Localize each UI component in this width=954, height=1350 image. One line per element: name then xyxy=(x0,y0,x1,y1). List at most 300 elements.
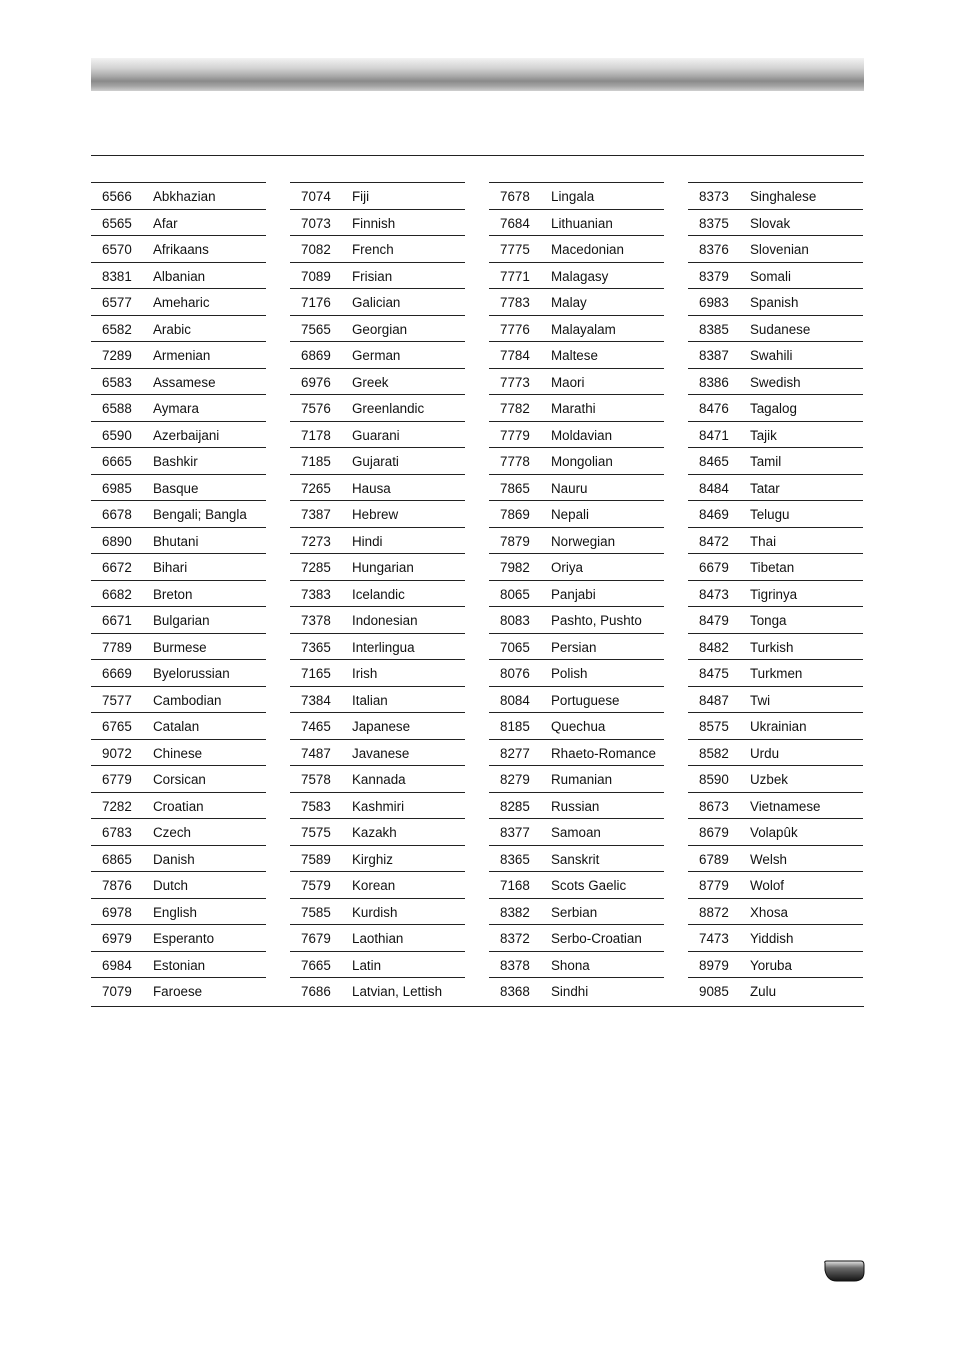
table-row xyxy=(688,342,863,369)
table-row xyxy=(489,925,664,952)
language-name: Malay xyxy=(551,295,587,310)
language-name: Sudanese xyxy=(750,321,811,337)
language-name: Moldavian xyxy=(551,427,613,443)
language-name: Irish xyxy=(352,666,378,681)
table-row xyxy=(290,395,465,422)
language-name: Assamese xyxy=(153,374,216,390)
table-row xyxy=(688,528,863,555)
language-code: 6665 xyxy=(102,454,132,469)
language-code: 8471 xyxy=(699,427,729,443)
table-row xyxy=(290,183,465,210)
language-name: Spanish xyxy=(750,295,799,310)
language-name: Catalan xyxy=(153,719,200,734)
language-code: 7178 xyxy=(301,427,331,443)
table-row xyxy=(91,634,266,661)
table-row xyxy=(688,501,863,528)
table-row xyxy=(91,978,266,1004)
language-name: Frisian xyxy=(352,268,393,284)
table-row xyxy=(290,687,465,714)
language-name: Portuguese xyxy=(551,692,620,708)
language-code: 8473 xyxy=(699,586,729,602)
language-code: 7378 xyxy=(301,613,331,628)
language-name: Tatar xyxy=(750,480,780,496)
language-name: Byelorussian xyxy=(153,666,230,681)
language-code: 7079 xyxy=(102,984,132,999)
language-code: 7579 xyxy=(301,878,331,893)
language-code: 7589 xyxy=(301,851,331,867)
language-name: Turkish xyxy=(750,639,794,655)
language-name: Nepali xyxy=(551,507,589,522)
language-name: Russian xyxy=(551,798,600,814)
table-row xyxy=(688,634,863,661)
language-name: Esperanto xyxy=(153,931,215,946)
language-code: 6983 xyxy=(699,295,729,310)
language-name: Hungarian xyxy=(352,560,414,575)
table-row xyxy=(91,554,266,581)
table-row xyxy=(489,236,664,263)
language-name: Dutch xyxy=(153,878,188,893)
language-code: 8083 xyxy=(500,613,530,628)
language-code: 7773 xyxy=(500,374,530,390)
language-name: Yiddish xyxy=(750,931,794,946)
table-row xyxy=(688,395,863,422)
table-row xyxy=(290,952,465,979)
language-code: 7487 xyxy=(301,745,331,761)
language-code: 8872 xyxy=(699,904,729,920)
language-code: 7585 xyxy=(301,904,331,920)
language-code: 7473 xyxy=(699,931,729,946)
table-row xyxy=(290,369,465,396)
language-code: 7285 xyxy=(301,560,331,575)
table-row xyxy=(688,607,863,634)
language-name: Icelandic xyxy=(352,586,405,602)
table-row xyxy=(489,183,664,210)
language-name: Rumanian xyxy=(551,772,613,787)
language-name: French xyxy=(352,242,394,257)
table-row xyxy=(489,369,664,396)
language-name: Chinese xyxy=(153,745,203,761)
table-row xyxy=(290,316,465,343)
table-row xyxy=(688,899,863,926)
language-name: Cambodian xyxy=(153,692,222,708)
table-row xyxy=(91,422,266,449)
language-name: Welsh xyxy=(750,851,787,867)
language-code: 7879 xyxy=(500,533,530,549)
language-code: 6588 xyxy=(102,401,132,416)
language-code: 7576 xyxy=(301,401,331,416)
language-code: 6976 xyxy=(301,374,331,390)
language-name: Kannada xyxy=(352,772,406,787)
language-code: 7686 xyxy=(301,984,331,999)
language-code: 7074 xyxy=(301,189,331,204)
language-name: Mongolian xyxy=(551,454,613,469)
table-row xyxy=(489,846,664,873)
table-row xyxy=(688,952,863,979)
language-code: 6669 xyxy=(102,666,132,681)
language-code: 7782 xyxy=(500,401,530,416)
language-name: Tigrinya xyxy=(750,586,798,602)
table-row xyxy=(91,872,266,899)
language-name: Greenlandic xyxy=(352,401,425,416)
table-row xyxy=(290,660,465,687)
table-row xyxy=(290,236,465,263)
language-code: 7575 xyxy=(301,825,331,840)
table-row xyxy=(688,448,863,475)
table-row xyxy=(489,316,664,343)
language-code: 7779 xyxy=(500,427,530,443)
language-name: Yoruba xyxy=(750,957,792,973)
language-code: 6984 xyxy=(102,957,132,973)
language-code: 6671 xyxy=(102,613,132,628)
language-code: 6783 xyxy=(102,825,132,840)
table-row xyxy=(489,713,664,740)
language-name: Albanian xyxy=(153,268,206,284)
language-name: Serbo-Croatian xyxy=(551,931,642,946)
language-code: 8487 xyxy=(699,692,729,708)
language-code: 7775 xyxy=(500,242,530,257)
table-row xyxy=(290,925,465,952)
table-row xyxy=(290,766,465,793)
language-code: 8469 xyxy=(699,507,729,522)
language-code: 8279 xyxy=(500,772,530,787)
table-row xyxy=(290,422,465,449)
table-row xyxy=(91,819,266,846)
language-code: 6566 xyxy=(102,189,132,204)
language-code: 7684 xyxy=(500,215,530,231)
language-code: 8482 xyxy=(699,639,729,655)
language-code: 8475 xyxy=(699,666,729,681)
language-code: 7073 xyxy=(301,215,331,231)
language-code: 7679 xyxy=(301,931,331,946)
table-row xyxy=(91,660,266,687)
language-code: 7089 xyxy=(301,268,331,284)
language-code: 9085 xyxy=(699,984,729,999)
language-name: Panjabi xyxy=(551,586,596,602)
language-name: Tajik xyxy=(750,427,777,443)
language-code: 7176 xyxy=(301,295,331,310)
language-name: Shona xyxy=(551,957,590,973)
language-name: Greek xyxy=(352,374,389,390)
language-name: Aymara xyxy=(153,401,199,416)
table-row xyxy=(290,448,465,475)
language-name: Malagasy xyxy=(551,268,609,284)
table-row xyxy=(290,978,465,1004)
table-row xyxy=(91,846,266,873)
language-name: Wolof xyxy=(750,878,784,893)
language-code: 7565 xyxy=(301,321,331,337)
language-code: 8484 xyxy=(699,480,729,496)
language-name: Quechua xyxy=(551,719,606,734)
language-code: 7168 xyxy=(500,878,530,893)
language-code: 7789 xyxy=(102,639,132,655)
language-name: Breton xyxy=(153,586,193,602)
table-row xyxy=(688,422,863,449)
table-row xyxy=(688,687,863,714)
table-row xyxy=(489,819,664,846)
language-code: 7577 xyxy=(102,692,132,708)
language-name: Kashmiri xyxy=(352,798,405,814)
table-row xyxy=(489,607,664,634)
language-name: Maori xyxy=(551,374,585,390)
table-row xyxy=(489,952,664,979)
language-name: Xhosa xyxy=(750,904,788,920)
language-name: Interlingua xyxy=(352,639,415,655)
language-name: Swedish xyxy=(750,374,801,390)
language-name: Estonian xyxy=(153,957,206,973)
language-code: 7082 xyxy=(301,242,331,257)
language-name: Sanskrit xyxy=(551,851,600,867)
language-name: German xyxy=(352,348,401,363)
table-row xyxy=(489,263,664,290)
language-column xyxy=(91,182,266,1004)
table-row xyxy=(91,607,266,634)
language-name: Czech xyxy=(153,825,191,840)
language-name: Danish xyxy=(153,851,195,867)
language-code: 8375 xyxy=(699,215,729,231)
language-name: Volapûk xyxy=(750,825,798,840)
table-row xyxy=(91,395,266,422)
table-row xyxy=(290,210,465,237)
language-code: 6678 xyxy=(102,507,132,522)
table-row xyxy=(290,793,465,820)
language-code: 7282 xyxy=(102,798,132,814)
language-code: 7065 xyxy=(500,639,530,655)
table-row xyxy=(290,342,465,369)
table-row xyxy=(290,713,465,740)
language-code: 6978 xyxy=(102,904,132,920)
table-row xyxy=(290,846,465,873)
table-row xyxy=(91,581,266,608)
language-name: Basque xyxy=(153,480,199,496)
language-name: Vietnamese xyxy=(750,798,821,814)
language-name: Swahili xyxy=(750,348,793,363)
table-row xyxy=(688,210,863,237)
language-name: Marathi xyxy=(551,401,596,416)
language-name: Fiji xyxy=(352,189,370,204)
top-rule xyxy=(91,155,864,156)
table-row xyxy=(688,925,863,952)
language-name: Hindi xyxy=(352,533,383,549)
language-code: 8379 xyxy=(699,268,729,284)
language-name: Indonesian xyxy=(352,613,418,628)
language-code: 8673 xyxy=(699,798,729,814)
table-row xyxy=(489,793,664,820)
language-name: Ukrainian xyxy=(750,719,807,734)
table-row xyxy=(91,475,266,502)
language-name: Pashto, Pushto xyxy=(551,613,642,628)
language-code: 6565 xyxy=(102,215,132,231)
language-code: 7776 xyxy=(500,321,530,337)
language-name: Afar xyxy=(153,215,178,231)
language-name: Corsican xyxy=(153,772,206,787)
language-code: 8590 xyxy=(699,772,729,787)
language-code: 6679 xyxy=(699,560,729,575)
language-code: 8385 xyxy=(699,321,729,337)
language-name: Kirghiz xyxy=(352,851,393,867)
language-code: 6682 xyxy=(102,586,132,602)
language-code: 8479 xyxy=(699,613,729,628)
language-code: 6865 xyxy=(102,851,132,867)
language-code: 7771 xyxy=(500,268,530,284)
language-name: Faroese xyxy=(153,984,203,999)
language-code: 9072 xyxy=(102,745,132,761)
table-row xyxy=(489,872,664,899)
language-code: 6779 xyxy=(102,772,132,787)
table-row xyxy=(91,740,266,767)
language-code: 6979 xyxy=(102,931,132,946)
table-row xyxy=(688,369,863,396)
table-row xyxy=(489,342,664,369)
language-code: 6869 xyxy=(301,348,331,363)
language-code: 7865 xyxy=(500,480,530,496)
language-code: 8365 xyxy=(500,851,530,867)
language-code: 8372 xyxy=(500,931,530,946)
language-name: Bengali; Bangla xyxy=(153,507,247,522)
language-name: Arabic xyxy=(153,321,191,337)
language-name: Laothian xyxy=(352,931,404,946)
language-name: Lithuanian xyxy=(551,215,613,231)
language-code: 7784 xyxy=(500,348,530,363)
language-code: 8373 xyxy=(699,189,729,204)
language-name: Japanese xyxy=(352,719,411,734)
table-row xyxy=(91,899,266,926)
language-name: Thai xyxy=(750,533,777,549)
language-name: Macedonian xyxy=(551,242,624,257)
table-row xyxy=(91,183,266,210)
language-name: Samoan xyxy=(551,825,601,840)
table-row xyxy=(688,183,863,210)
table-row xyxy=(290,289,465,316)
language-name: Croatian xyxy=(153,798,204,814)
table-row xyxy=(688,819,863,846)
language-name: Hausa xyxy=(352,480,391,496)
table-row xyxy=(688,660,863,687)
language-code: 6570 xyxy=(102,242,132,257)
language-name: Javanese xyxy=(352,745,410,761)
table-row xyxy=(91,289,266,316)
table-row xyxy=(489,660,664,687)
table-row xyxy=(91,501,266,528)
language-code: 8377 xyxy=(500,825,530,840)
language-name: Bihari xyxy=(153,560,188,575)
table-row xyxy=(91,528,266,555)
table-row xyxy=(91,263,266,290)
language-code: 8582 xyxy=(699,745,729,761)
table-row xyxy=(290,581,465,608)
language-name: Afrikaans xyxy=(153,242,209,257)
table-row xyxy=(489,528,664,555)
language-code: 8575 xyxy=(699,719,729,734)
language-code: 7869 xyxy=(500,507,530,522)
language-code: 6985 xyxy=(102,480,132,496)
table-row xyxy=(688,316,863,343)
language-code: 8076 xyxy=(500,666,530,681)
table-row xyxy=(688,740,863,767)
language-name: Persian xyxy=(551,639,597,655)
language-code: 8386 xyxy=(699,374,729,390)
language-code: 7387 xyxy=(301,507,331,522)
language-name: Kurdish xyxy=(352,904,398,920)
language-name: Armenian xyxy=(153,348,211,363)
language-name: Slovak xyxy=(750,215,791,231)
language-code: 7384 xyxy=(301,692,331,708)
language-name: Bhutani xyxy=(153,533,199,549)
table-row xyxy=(688,793,863,820)
language-code: 8476 xyxy=(699,401,729,416)
table-row xyxy=(489,501,664,528)
language-name: Turkmen xyxy=(750,666,803,681)
table-row xyxy=(91,210,266,237)
language-name: Latvian, Lettish xyxy=(352,984,443,999)
language-name: Norwegian xyxy=(551,533,616,549)
table-row xyxy=(489,687,664,714)
language-name: Latin xyxy=(352,957,382,973)
language-code: 6582 xyxy=(102,321,132,337)
language-name: Bashkir xyxy=(153,454,198,469)
language-code: 7783 xyxy=(500,295,530,310)
language-name: Korean xyxy=(352,878,396,893)
table-row xyxy=(91,316,266,343)
language-code: 8979 xyxy=(699,957,729,973)
language-code: 6765 xyxy=(102,719,132,734)
table-row xyxy=(290,554,465,581)
language-code: 6672 xyxy=(102,560,132,575)
table-row xyxy=(290,501,465,528)
table-row xyxy=(688,289,863,316)
table-row xyxy=(688,872,863,899)
language-code: 8084 xyxy=(500,692,530,708)
table-row xyxy=(489,475,664,502)
language-code: 6890 xyxy=(102,533,132,549)
language-code: 8387 xyxy=(699,348,729,363)
language-name: Hebrew xyxy=(352,507,399,522)
table-row xyxy=(290,263,465,290)
language-code: 7665 xyxy=(301,957,331,973)
table-row xyxy=(489,634,664,661)
language-column xyxy=(688,182,863,1004)
language-name: Galician xyxy=(352,295,401,310)
language-name: Maltese xyxy=(551,348,598,363)
language-code: 7383 xyxy=(301,586,331,602)
table-row xyxy=(688,766,863,793)
language-name: Abkhazian xyxy=(153,189,216,204)
table-row xyxy=(91,793,266,820)
table-row xyxy=(489,581,664,608)
language-code: 7876 xyxy=(102,878,132,893)
table-row xyxy=(489,978,664,1004)
language-name: Lingala xyxy=(551,189,595,204)
page-tab-icon xyxy=(823,1260,865,1282)
language-name: Ameharic xyxy=(153,295,210,310)
table-row xyxy=(91,236,266,263)
language-name: Rhaeto-Romance xyxy=(551,745,656,761)
language-name: Georgian xyxy=(352,321,408,337)
language-name: Guarani xyxy=(352,427,400,443)
table-row xyxy=(91,713,266,740)
language-name: Bulgarian xyxy=(153,613,210,628)
language-name: Telugu xyxy=(750,507,790,522)
language-code: 7185 xyxy=(301,454,331,469)
language-code: 6577 xyxy=(102,295,132,310)
language-name: Kazakh xyxy=(352,825,397,840)
language-code: 8065 xyxy=(500,586,530,602)
language-code: 7982 xyxy=(500,560,530,575)
language-code: 8472 xyxy=(699,533,729,549)
table-row xyxy=(290,634,465,661)
language-code: 7778 xyxy=(500,454,530,469)
language-code: 7578 xyxy=(301,772,331,787)
table-row xyxy=(688,554,863,581)
